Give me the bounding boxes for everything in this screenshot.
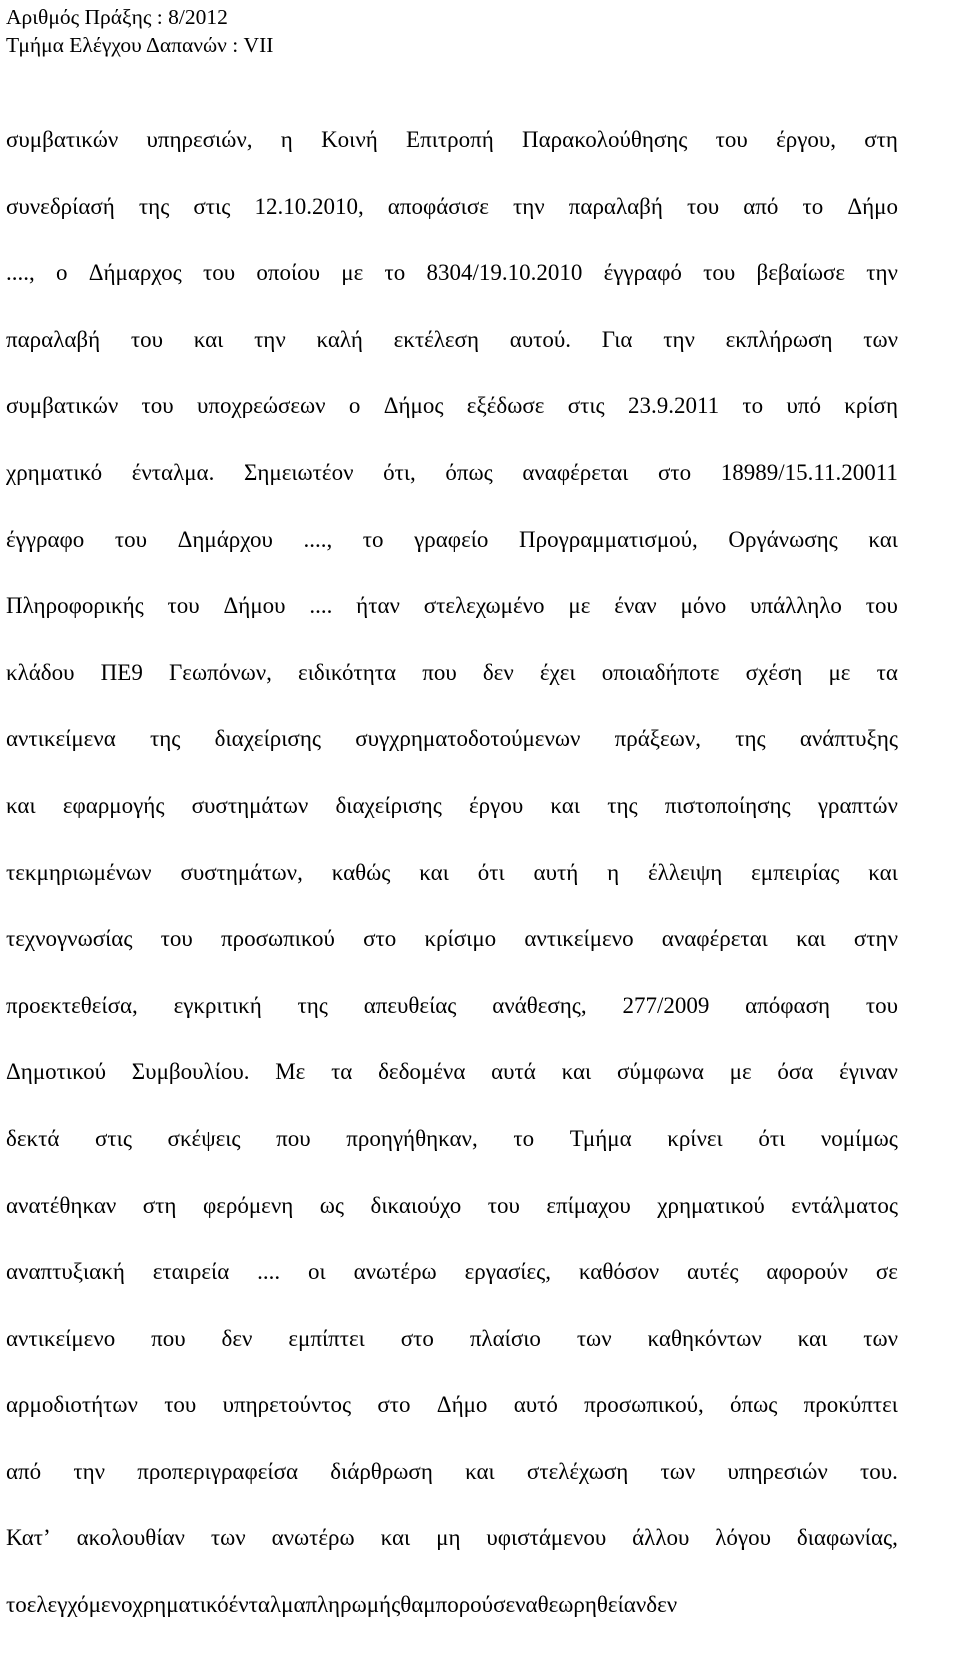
document-header [6, 3, 273, 59]
body-line: αρμοδιοτήτων του υπηρετούντος στο Δήμο αυτό προσωπικού, όπως προκύπτει [6, 1392, 898, 1418]
body-line: Κατ’ ακολουθίαν των ανωτέρω και μη υφιστάμενου άλλου λόγου διαφωνίας, [6, 1525, 898, 1551]
body-line: συμβατικών υπηρεσιών, η Κοινή Επιτροπή Παρακολούθησης του έργου, στη [6, 127, 898, 152]
body-line: Πληροφορικής του Δήμου .... ήταν στελεχωμένο με έναν μόνο υπάλληλο του [6, 593, 898, 619]
body-line: προεκτεθείσα, εγκριτική της απευθείας ανάθεσης, 277/2009 απόφαση του [6, 992, 898, 1018]
body-line: αναπτυξιακή εταιρεία .... οι ανωτέρω εργασίες, καθόσον αυτές αφορούν σε [6, 1259, 898, 1285]
body-line: χρηματικό ένταλμα. Σημειωτέον ότι, όπως αναφέρεται στο 18989/15.11.20011 [6, 459, 898, 485]
body-line: το ελεγχόμενο χρηματικό ένταλμα πληρωμής θα μπορούσε να θεωρηθεί αν δεν [6, 1592, 678, 1618]
document-body [6, 124, 898, 1656]
body-line: δεκτά στις σκέψεις που προηγήθηκαν, το Τμήμα κρίνει ότι νομίμως [6, 1125, 898, 1151]
body-line: αντικείμενο που δεν εμπίπτει στο πλαίσιο των καθηκόντων και των [6, 1325, 898, 1351]
body-line: παραλαβή του και την καλή εκτέλεση αυτού. Για την εκπλήρωση των [6, 326, 898, 352]
body-line: έγγραφο του Δημάρχου ...., το γραφείο Προγραμματισμού, Οργάνωσης και [6, 526, 898, 552]
body-line: Δημοτικού Συμβουλίου. Με τα δεδομένα αυτά και σύμφωνα με όσα έγιναν [6, 1059, 898, 1085]
body-line: και εφαρμογής συστημάτων διαχείρισης έργου και της πιστοποίησης γραπτών [6, 792, 898, 818]
body-line: συμβατικών του υποχρεώσεων ο Δήμος εξέδωσε στις 23.9.2011 το υπό κρίση [6, 393, 898, 419]
body-line: κλάδου ΠΕ9 Γεωπόνων, ειδικότητα που δεν έχει οποιαδήποτε σχέση με τα [6, 659, 898, 685]
body-line: ανατέθηκαν στη φερόμενη ως δικαιούχο του επίμαχου χρηματικού εντάλματος [6, 1192, 898, 1218]
body-line: ...., ο Δήμαρχος του οποίου με το 8304/19.10.2010 έγγραφό του βεβαίωσε την [6, 260, 898, 286]
case-number: Αριθμός Πράξης : 8/2012 [6, 5, 228, 29]
body-line: συνεδρίασή της στις 12.10.2010, αποφάσισε την παραλαβή του από το Δήμο [6, 193, 898, 219]
department-label: Τμήμα Ελέγχου Δαπανών : VII [6, 33, 274, 57]
body-line: τεκμηριωμένων συστημάτων, καθώς και ότι αυτή η έλλειψη εμπειρίας και [6, 859, 898, 885]
body-line: αντικείμενα της διαχείρισης συγχρηματοδοτούμενων πράξεων, της ανάπτυξης [6, 726, 898, 752]
body-line: από την προπεριγραφείσα διάρθρωση και στελέχωση των υπηρεσιών του. [6, 1458, 898, 1484]
body-line: τεχνογνωσίας του προσωπικού στο κρίσιμο αντικείμενο αναφέρεται και στην [6, 926, 898, 952]
